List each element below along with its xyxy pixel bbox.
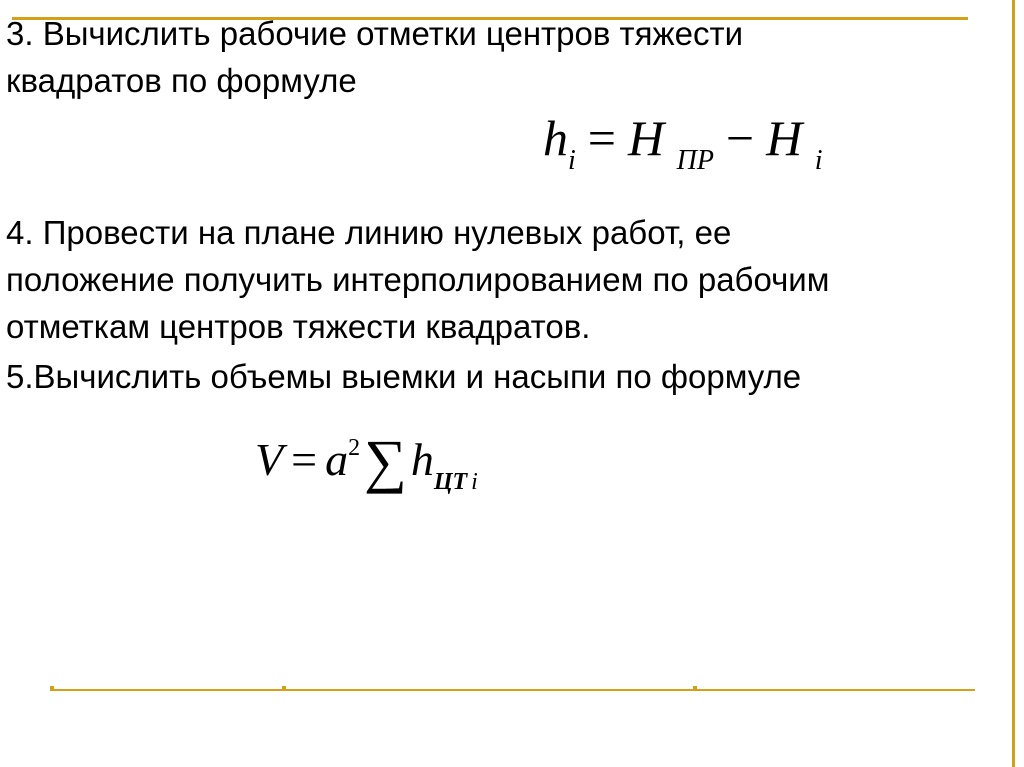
step-5-text: 5.Вычислить объемы выемки и насыпи по формуле (6, 358, 802, 395)
bottom-line-dot (282, 686, 286, 690)
formula-V: V (255, 434, 284, 485)
formula-minus: − (725, 110, 755, 166)
step-4-text: 4. Провести на плане линию нулевых работ, ее положение получить интерполированием по рабочим отметкам центров тяжести квадратов. (6, 214, 830, 345)
working-mark-formula (543, 108, 823, 177)
formula-h-subscript-ct: ЦТ (433, 469, 468, 495)
bottom-line-dot (50, 686, 54, 690)
formula-h: h (543, 110, 568, 166)
formula-H-actual-subscript: i (814, 145, 823, 176)
bottom-line-dot (693, 686, 697, 690)
formula-h-subscript: i (568, 145, 576, 176)
formula-sum-sign: ∑ (364, 428, 407, 494)
formula-H-actual: H (766, 110, 803, 166)
formula-equals: = (291, 434, 318, 485)
right-accent-line (1012, 0, 1015, 767)
volume-formula (255, 420, 478, 503)
formula-a-exponent: 2 (348, 435, 361, 461)
formula-h: h (410, 434, 434, 485)
formula-h-subscript-index: i (471, 469, 478, 495)
formula-H-design-subscript: ПР (676, 145, 714, 176)
formula-a: a (325, 434, 349, 485)
bottom-accent-line (50, 689, 975, 691)
step-3-text: 3. Вычислить рабочие отметки центров тяжести квадратов по формуле (6, 15, 744, 99)
formula-H-design: H (627, 110, 665, 166)
formula-equals: = (587, 110, 616, 166)
